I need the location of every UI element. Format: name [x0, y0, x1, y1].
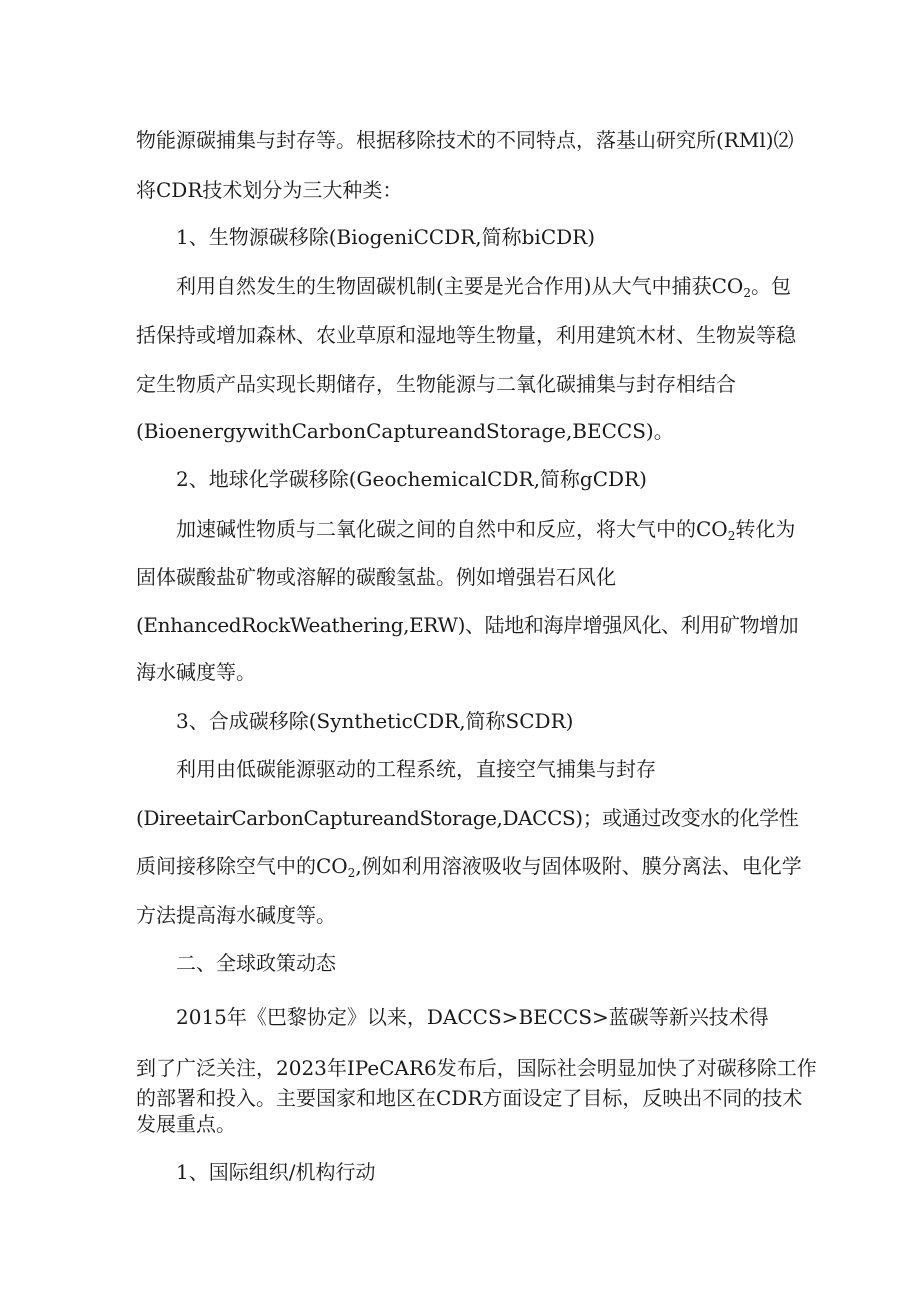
text-line: 将CDR技术划分为三大种类：	[136, 178, 403, 202]
text-line: 固体碳酸盐矿物或溶解的碳酸氢盐。例如增强岩石风化	[136, 565, 616, 589]
text-line	[136, 850, 802, 880]
text-line: 物能源碳捕集与封存等。根据移除技术的不同特点，落基山研究所(RMl)⑵	[136, 128, 794, 152]
text-line: 的部署和投入。主要国家和地区在CDR方面设定了目标，反映出不同的技术	[136, 1086, 803, 1110]
text-segment: 质间接移除空气中的CO	[136, 854, 348, 878]
subscript: 2	[347, 866, 356, 880]
list-heading-geochemical: 2、地球化学碳移除(GeochemicalCDR,简称gCDR)	[176, 467, 647, 491]
text-line	[176, 270, 791, 300]
text-segment: ,例如利用溶液吸收与固体吸附、膜分离法、电化学	[355, 854, 802, 878]
subscript: 2	[743, 286, 751, 300]
text-segment: 利用自然发生的生物固碳机制(主要是光合作用)从大气中捕获CO	[176, 274, 744, 298]
text-line: 到了广泛关注，2023年IPeCAR6发布后，国际社会明显加快了对碳移除工作	[136, 1056, 817, 1080]
list-heading-biogenic: 1、生物源碳移除(BiogeniCCDR,简称biCDR)	[176, 225, 596, 249]
text-segment: 转化为	[735, 517, 796, 541]
text-line: 2015年《巴黎协定》以来，DACCS>BECCS>蓝碳等新兴技术得	[176, 1005, 769, 1029]
text-segment: 。包	[750, 274, 791, 298]
text-line: 利用由低碳能源驱动的工程系统，直接空气捕集与封存	[176, 757, 656, 781]
text-line: 发展重点。	[136, 1112, 236, 1136]
text-line: 海水碱度等。	[136, 660, 256, 684]
text-line: (DireetairCarbonCaptureandStorage,DACCS)；或通过改变水的化学性	[136, 806, 799, 830]
text-line: 方法提高海水碱度等。	[136, 903, 336, 927]
subsection-heading-international: 1、国际组织/机构行动	[176, 1160, 376, 1184]
text-line: (EnhancedRockWeathering,ERW)、陆地和海岸增强风化、利用矿物增加	[136, 613, 799, 637]
text-line	[176, 513, 796, 543]
list-heading-synthetic: 3、合成碳移除(SyntheticCDR,简称SCDR)	[176, 709, 574, 733]
text-line: (BioenergywithCarbonCaptureandStorage,BECCS)。	[136, 419, 674, 443]
section-heading-policy: 二、全球政策动态	[176, 951, 336, 975]
text-line: 定生物质产品实现长期储存，生物能源与二氧化碳捕集与封存相结合	[136, 372, 736, 396]
text-segment: 加速碱性物质与二氧化碳之间的自然中和反应，将大气中的CO	[176, 517, 728, 541]
text-line: 括保持或增加森林、农业草原和湿地等生物量，利用建筑木材、生物炭等稳	[136, 323, 796, 347]
subscript: 2	[727, 529, 736, 543]
